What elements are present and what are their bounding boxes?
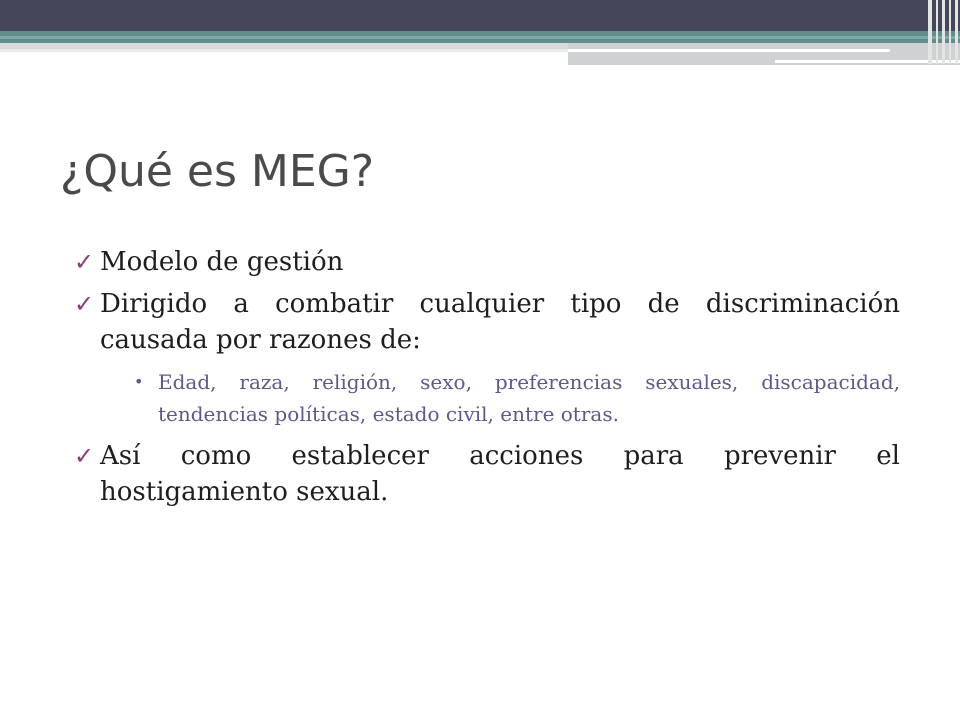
bullet-text: Así como establecer acciones para prevenir el hostigamiento sexual.: [100, 441, 900, 507]
slide-title: ¿Qué es MEG?: [60, 146, 375, 197]
checkmark-icon: ✓: [74, 290, 95, 318]
bullet-text: Modelo de gestión: [100, 247, 344, 277]
top-band-dark-stripe: [0, 0, 960, 31]
top-band-vertical-bar: [955, 0, 958, 64]
bullet-item: [74, 438, 900, 510]
checkmark-icon: ✓: [74, 248, 95, 276]
slide-content: [74, 244, 900, 510]
checkmark-icon: ✓: [74, 442, 95, 470]
top-decorative-band: [0, 0, 960, 66]
top-band-vertical-bar: [928, 0, 932, 64]
bullet-text: Dirigido a combatir cualquier tipo de discriminación causada por razones de:: [100, 289, 900, 355]
top-band-vertical-bar: [949, 0, 951, 64]
sub-bullet-item: [134, 366, 900, 430]
sub-bullet-text: Edad, raza, religión, sexo, preferencias sexuales, discapacidad, tendencias políticas, estado civil, entre otras.: [158, 370, 900, 426]
top-band-light-strip: [0, 49, 568, 52]
top-band-white-line: [775, 60, 960, 63]
bullet-item: [74, 286, 900, 358]
bullet-item: [74, 244, 900, 280]
top-band-vertical-bar: [936, 0, 938, 64]
top-band-teal-highlight: [0, 36, 960, 39]
top-band-vertical-bar: [942, 0, 945, 64]
top-band-white-line: [568, 49, 890, 52]
bullet-dot-icon: •: [134, 372, 144, 391]
